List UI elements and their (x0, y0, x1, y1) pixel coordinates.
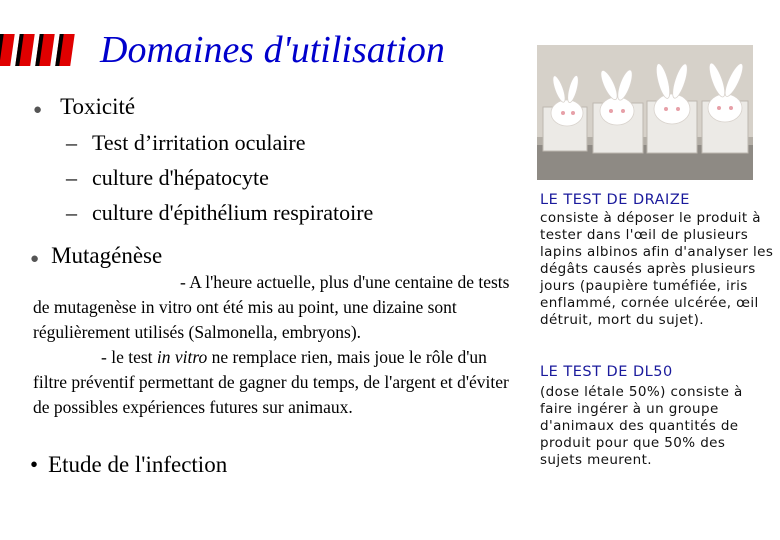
bullet-dot-icon: ● (33, 102, 43, 118)
bullet-infection (30, 452, 227, 478)
draize-title: LE TEST DE DRAIZE (540, 192, 690, 208)
bullet-toxicite (33, 94, 135, 120)
bullet-dot-icon: ● (30, 251, 40, 267)
dash-marker: – (66, 165, 77, 190)
bullet-mutagenese (30, 243, 162, 269)
para2-suffix: ne remplace rien, mais joue le rôle d'un filtre préventif permettant de gagner du temps, de l'argent et d'éviter de possibles expériences futures sur animaux. (33, 347, 509, 417)
bullet-label-infection: Etude de l'infection (48, 452, 228, 477)
bullet-label-mutagenese: Mutagénèse (51, 243, 163, 268)
slide-title: Domaines d'utilisation (100, 29, 445, 71)
subitem-label: Test d’irritation oculaire (92, 130, 306, 155)
rabbits-in-restraint-boxes-photo (537, 45, 753, 180)
title-decoration-bars (0, 32, 82, 68)
bullet-dot-icon: • (30, 452, 39, 477)
subitem-hepatocyte (66, 165, 269, 191)
para2-prefix: - le test (101, 347, 157, 367)
dash-marker: – (66, 200, 77, 225)
subitem-label: culture d'hépatocyte (92, 165, 269, 190)
draize-description: consiste à déposer le produit à tester dans l'œil de plusieurs lapins albinos afin d'analyser les dégâts causés après plusieurs jours (paupière tuméfiée, iris enflammé, cornée ulcérée, œil détruit, mort du sujet). (540, 210, 774, 328)
subitem-label: culture d'épithélium respiratoire (92, 200, 374, 225)
dl50-description: (dose létale 50%) consiste à faire ingérer à un groupe d'animaux des quantités de produit pour que 50% des sujets meurent. (540, 384, 743, 468)
para2-italic: in vitro (156, 347, 208, 367)
subitem-epithelium (66, 200, 373, 226)
dash-marker: – (66, 130, 77, 155)
mutagenese-paragraph-1: - A l'heure actuelle, plus d'une centaine de tests de mutagenèse in vitro ont été mis au point, une dizaine sont régulièrement utilisés (Salmonella, embryons). (33, 272, 510, 342)
dl50-title: LE TEST DE DL50 (540, 364, 673, 380)
subitem-test-irritation (66, 130, 306, 156)
rabbits-photo-illustration (537, 45, 753, 180)
mutagenese-paragraph-2 (33, 345, 517, 420)
bullet-label-toxicite: Toxicité (60, 94, 136, 119)
